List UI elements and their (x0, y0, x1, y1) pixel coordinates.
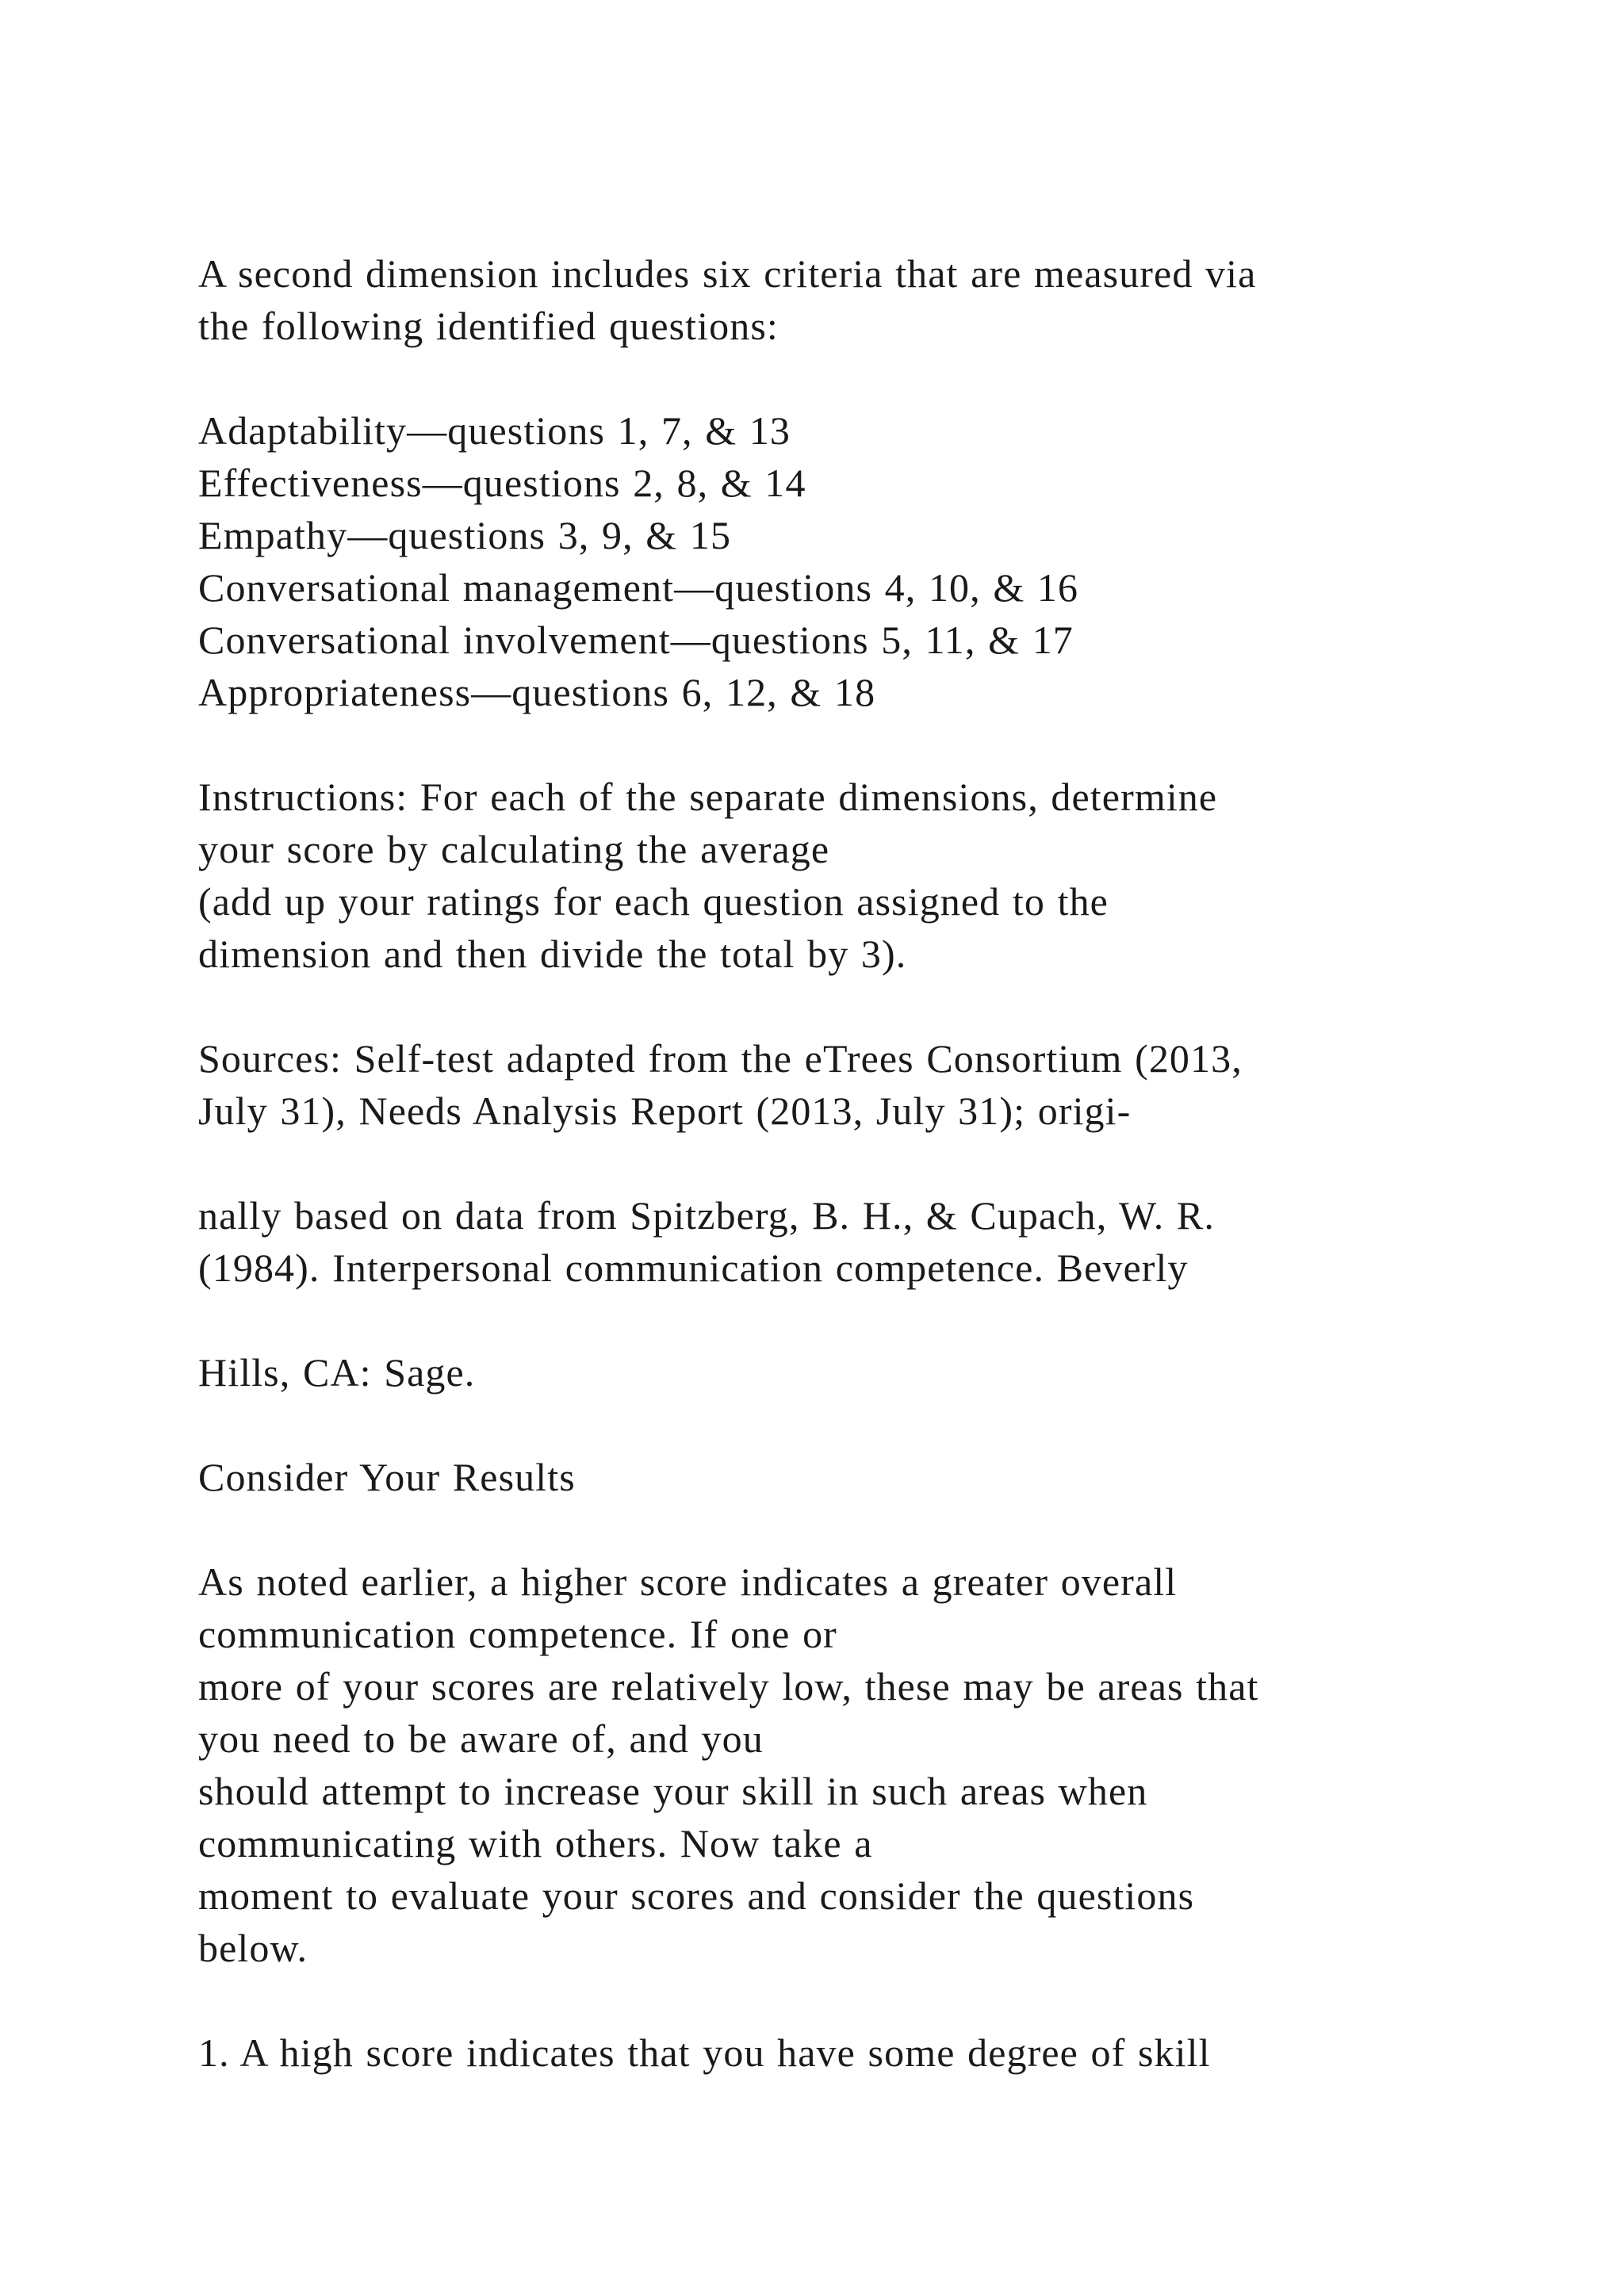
text-line: Sources: Self-test adapted from the eTrees Consortium (2013, (198, 1036, 1243, 1081)
text-line: communication competence. If one or (198, 1612, 837, 1656)
paragraph-gap (198, 1399, 1507, 1451)
criteria-item: Appropriateness—questions 6, 12, & 18 (198, 670, 876, 714)
text-line: July 31), Needs Analysis Report (2013, July 31); origi- (198, 1089, 1132, 1133)
paragraph-gap (198, 1294, 1507, 1346)
text-line: (add up your ratings for each question assigned to the (198, 879, 1109, 924)
sources-continued (198, 1189, 1507, 1294)
text-line: As noted earlier, a higher score indicates a greater overall (198, 1559, 1178, 1604)
text-line: below. (198, 1926, 308, 1970)
paragraph-gap (198, 980, 1507, 1032)
text-line: should attempt to increase your skill in such areas when (198, 1769, 1148, 1813)
text-line: communicating with others. Now take a (198, 1821, 873, 1866)
text-line: moment to evaluate your scores and consider the questions (198, 1873, 1195, 1918)
criteria-item: Effectiveness—questions 2, 8, & 14 (198, 461, 806, 505)
text-line: the following identified questions: (198, 304, 779, 348)
criteria-item: Adaptability—questions 1, 7, & 13 (198, 408, 791, 453)
text-line: dimension and then divide the total by 3). (198, 932, 907, 976)
text-line: more of your scores are relatively low, these may be areas that (198, 1664, 1259, 1709)
paragraph-gap (198, 352, 1507, 404)
text-line: you need to be aware of, and you (198, 1716, 764, 1761)
criteria-list (198, 404, 1507, 718)
paragraph-gap (198, 1137, 1507, 1189)
text-line: (1984). Interpersonal communication competence. Beverly (198, 1246, 1189, 1290)
intro-paragraph (198, 247, 1507, 352)
text-line: Hills, CA: Sage. (198, 1350, 476, 1395)
text-line: A second dimension includes six criteria that are measured via (198, 251, 1257, 296)
paragraph-gap (198, 1974, 1507, 2026)
instructions-paragraph (198, 771, 1507, 980)
paragraph-gap (198, 718, 1507, 771)
text-line: nally based on data from Spitzberg, B. H., & Cupach, W. R. (198, 1193, 1215, 1238)
sources-paragraph (198, 1032, 1507, 1137)
results-paragraph (198, 1556, 1507, 1974)
criteria-item: Empathy—questions 3, 9, & 15 (198, 513, 732, 557)
document-page (198, 247, 1507, 2079)
criteria-item: Conversational involvement—questions 5, 11, & 17 (198, 618, 1074, 662)
question-item: 1. A high score indicates that you have some degree of skill (198, 2030, 1211, 2075)
section-heading: Consider Your Results (198, 1455, 576, 1499)
sources-end (198, 1346, 1507, 1399)
text-line: your score by calculating the average (198, 827, 830, 871)
text-line: Instructions: For each of the separate dimensions, determine (198, 775, 1218, 819)
paragraph-gap (198, 1503, 1507, 1556)
criteria-item: Conversational management—questions 4, 10, & 16 (198, 565, 1079, 610)
